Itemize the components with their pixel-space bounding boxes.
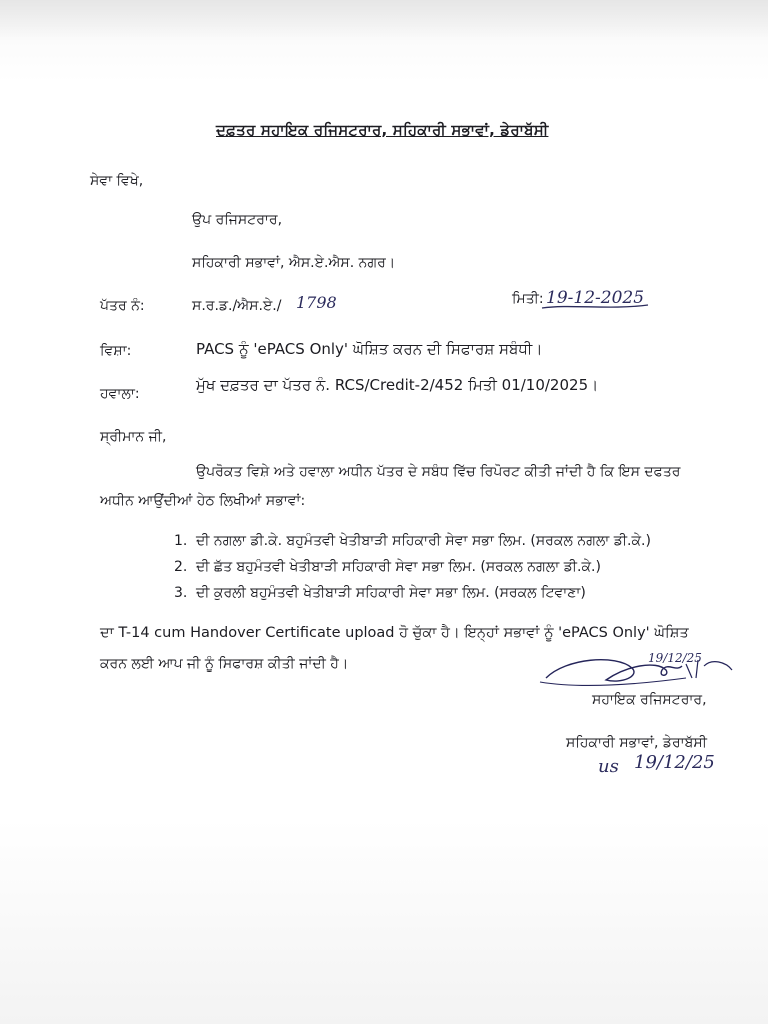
- paragraph-1-line-1: ਉਪਰੋਕਤ ਵਿਸ਼ੇ ਅਤੇ ਹਵਾਲਾ ਅਧੀਨ ਪੱਤਰ ਦੇ ਸਬੰਧ ਵਿੱਚ ਰਿਪੋਰਟ ਕੀਤੀ ਜਾਂਦੀ ਹੈ ਕਿ ਇਸ ਦਫਤਰ: [196, 464, 681, 480]
- society-name: ਦੀ ਛੱਤ ਬਹੁਮੰਤਵੀ ਖੇਤੀਬਾੜੀ ਸਹਿਕਾਰੀ ਸੇਵਾ ਸਭਾ ਲਿਮ. (ਸਰਕਲ ਨਗਲਾ ਡੀ.ਕੇ.): [196, 559, 601, 575]
- reference-label: ਹਵਾਲਾ:: [100, 386, 140, 402]
- letter-no-handwritten: 1798: [296, 293, 337, 312]
- list-number: 3.: [174, 585, 188, 601]
- society-list-item: [174, 558, 601, 576]
- signatory-office: ਸਹਿਕਾਰੀ ਸਭਾਵਾਂ, ਡੇਰਾਬੱਸੀ: [566, 735, 707, 751]
- greeting: ਸ੍ਰੀਮਾਨ ਜੀ,: [100, 429, 167, 445]
- society-list-item: [174, 532, 651, 550]
- date-label: ਮਿਤੀ:: [512, 291, 544, 307]
- paragraph-2-line-2: ਕਰਨ ਲਈ ਆਪ ਜੀ ਨੂੰ ਸਿਫਾਰਸ਼ ਕੀਤੀ ਜਾਂਦੀ ਹੈ।: [100, 656, 349, 672]
- list-number: 2.: [174, 559, 188, 575]
- letter-no-label: ਪੱਤਰ ਨੰ:: [100, 298, 145, 314]
- signature-date-scribble: 19/12/25: [648, 651, 702, 665]
- society-name: ਦੀ ਕੁਰਲੀ ਬਹੁਮੰਤਵੀ ਖੇਤੀਬਾੜੀ ਸਹਿਕਾਰੀ ਸੇਵਾ ਸਭਾ ਲਿਮ. (ਸਰਕਲ ਟਿਵਾਣਾ): [196, 585, 586, 601]
- scan-shadow: [0, 0, 768, 40]
- society-list-item: [174, 584, 586, 602]
- reference-text: ਮੁੱਖ ਦਫ਼ਤਰ ਦਾ ਪੱਤਰ ਨੰ. RCS/Credit-2/452 ਮਿਤੀ 01/10/2025।: [196, 376, 599, 394]
- subject-label: ਵਿਸ਼ਾ:: [100, 343, 132, 359]
- subject-text: PACS ਨੂੰ 'ePACS Only' ਘੋਸ਼ਿਤ ਕਰਨ ਦੀ ਸਿਫਾਰਸ਼ ਸਬੰਧੀ।: [196, 340, 543, 358]
- office-title: ਦਫ਼ਤਰ ਸਹਾਇਕ ਰਜਿਸਟਰਾਰ, ਸਹਿਕਾਰੀ ਸਭਾਵਾਂ, ਡੇਰਾਬੱਸੀ: [216, 121, 549, 139]
- date-underline-stroke: [540, 300, 652, 312]
- handwritten-initials: us: [598, 756, 619, 777]
- signatory-designation: ਸਹਾਇਕ ਰਜਿਸਟਰਾਰ,: [592, 692, 707, 708]
- paragraph-2-line-1: ਦਾ T-14 cum Handover Certificate upload ਹੋ ਚੁੱਕਾ ਹੈ। ਇਨ੍ਹਾਂ ਸਭਾਵਾਂ ਨੂੰ 'ePACS Only' ਘੋਸ਼ਿਤ: [100, 625, 689, 641]
- paragraph-1-line-2: ਅਧੀਨ ਆਉਂਦੀਆਂ ਹੇਠ ਲਿਖੀਆਂ ਸਭਾਵਾਂ:: [100, 493, 306, 509]
- addressee-designation: ਉਪ ਰਜਿਸਟਰਾਰ,: [192, 212, 283, 228]
- salutation-to: ਸੇਵਾ ਵਿਖੇ,: [90, 173, 144, 189]
- addressee-department: ਸਹਿਕਾਰੀ ਸਭਾਵਾਂ, ਐਸ.ਏ.ਐਸ. ਨਗਰ।: [192, 255, 396, 271]
- list-number: 1.: [174, 533, 188, 549]
- society-name: ਦੀ ਨਗਲਾ ਡੀ.ਕੇ. ਬਹੁਮੰਤਵੀ ਖੇਤੀਬਾੜੀ ਸਹਿਕਾਰੀ ਸੇਵਾ ਸਭਾ ਲਿਮ. (ਸਰਕਲ ਨਗਲਾ ਡੀ.ਕੇ.): [196, 533, 651, 549]
- date-handwritten: 19-12-2025: [546, 288, 645, 308]
- handwritten-date: 19/12/25: [634, 752, 715, 773]
- letter-no-prefix: ਸ.ਰ.ਡ./ਐਸ.ਏ./: [192, 298, 282, 314]
